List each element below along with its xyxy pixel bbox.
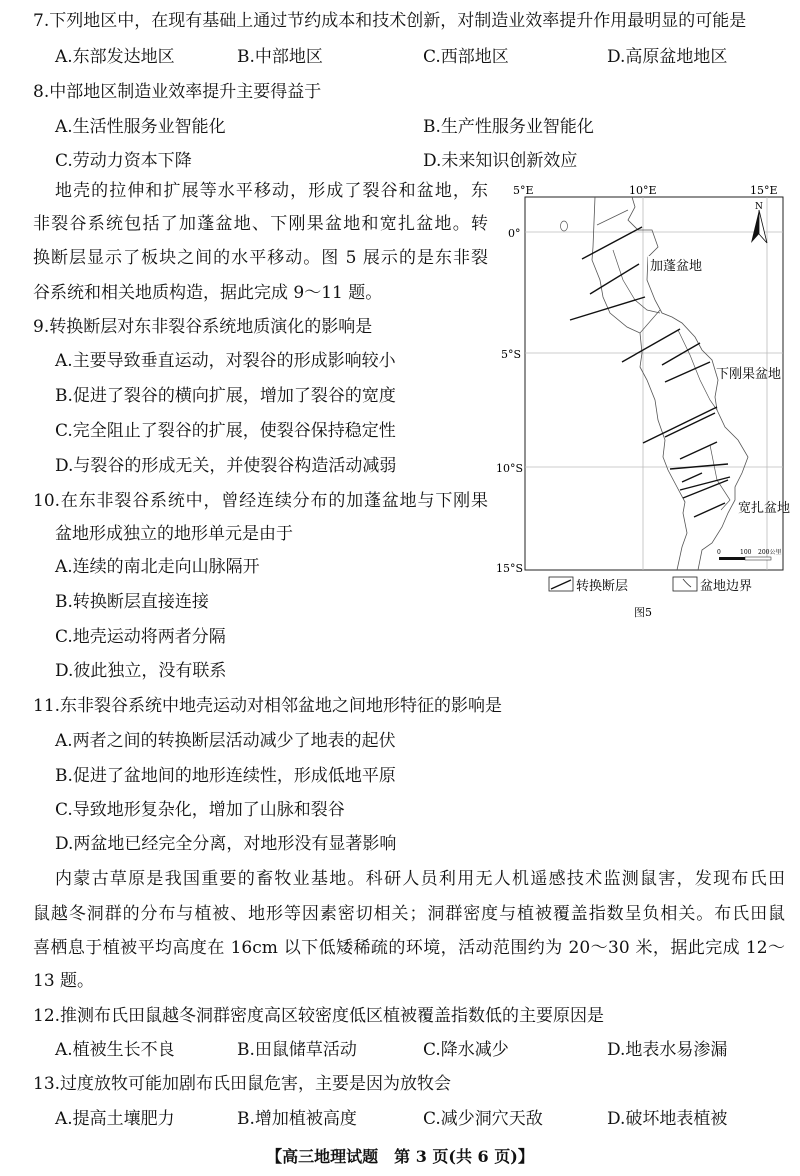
lon-label: 5°E [513, 184, 534, 197]
q9-option-a: A.主要导致垂直运动，对裂谷的形成影响较小 [55, 351, 396, 371]
q7-option-c: C.西部地区 [423, 47, 509, 67]
legend-label: 转换断层 [576, 579, 629, 594]
q7-option-b: B.中部地区 [237, 47, 323, 67]
q13-option-b: B.增加植被高度 [237, 1109, 357, 1129]
legend-label: 盆地边界 [700, 579, 753, 594]
basin-label-lower-congo: 下刚果盆地 [716, 367, 782, 382]
q8-option-d: D.未来知识创新效应 [423, 151, 578, 171]
q13-option-d: D.破坏地表植被 [607, 1109, 728, 1129]
q10-option-c: C.地壳运动将两者分隔 [55, 627, 226, 647]
q7-option-a: A.东部发达地区 [55, 47, 175, 67]
legend-transform-fault-icon [549, 577, 573, 591]
legend-basin-boundary-icon [673, 577, 697, 591]
q8-option-b: B.生产性服务业智能化 [423, 117, 594, 137]
q12-option-b: B.田鼠储草活动 [237, 1040, 357, 1060]
passage1-line: 谷系统和相关地质构造，据此完成 9～11 题。 [33, 283, 383, 303]
scale-bar [719, 557, 771, 560]
q10-option-d: D.彼此独立，没有联系 [55, 661, 227, 681]
q10-stem-cont: 盆地形成独立的地形单元是由于 [55, 524, 293, 544]
q9-option-c: C.完全阻止了裂谷的扩展，使裂谷保持稳定性 [55, 421, 396, 441]
q13-option-a: A.提高土壤肥力 [55, 1109, 175, 1129]
q11-option-b: B.促进了盆地间的地形连续性，形成低地平原 [55, 766, 396, 786]
q12-stem: 12.推测布氏田鼠越冬洞群密度高区较密度低区植被覆盖指数低的主要原因是 [33, 1006, 605, 1026]
passage2-line: 13 题。 [33, 971, 95, 991]
passage1-line: 非裂谷系统包括了加蓬盆地、下刚果盆地和宽扎盆地。转 [33, 214, 488, 234]
scale-label: 100 [740, 549, 752, 556]
passage2-line: 鼠越冬洞群的分布与植被、地形等因素密切相关；洞群密度与植被覆盖指数呈负相关。布氏田鼠 [33, 904, 785, 924]
q12-option-d: D.地表水易渗漏 [607, 1040, 728, 1060]
q9-option-b: B.促进了裂谷的横向扩展，增加了裂谷的宽度 [55, 386, 396, 406]
page-footer: 【高三地理试题 第 3 页(共 6 页)】 [266, 1147, 534, 1166]
basin-label-kwanza: 宽扎盆地 [738, 501, 791, 516]
passage2-line: 喜栖息于植被平均高度在 16cm 以下低矮稀疏的环境，活动范围约为 20～30 米，据此完成 12～ [33, 938, 785, 958]
scale-label: 200公里 [758, 549, 782, 556]
q12-option-a: A.植被生长不良 [55, 1040, 175, 1060]
lon-label: 10°E [629, 184, 657, 197]
q7-stem: 7.下列地区中，在现有基础上通过节约成本和技术创新，对制造业效率提升作用最明显的可能是 [33, 11, 747, 31]
q8-stem: 8.中部地区制造业效率提升主要得益于 [33, 82, 322, 102]
lat-label: 0° [508, 227, 521, 240]
lat-label: 15°S [496, 562, 524, 575]
passage2-line: 内蒙古草原是我国重要的畜牧业基地。科研人员利用无人机遥感技术监测鼠害，发现布氏田 [55, 869, 785, 889]
q12-option-c: C.降水减少 [423, 1040, 509, 1060]
figure-caption: 图5 [634, 606, 652, 619]
q8-option-a: A.生活性服务业智能化 [55, 117, 226, 137]
passage1-line: 地壳的拉伸和扩展等水平移动，形成了裂谷和盆地，东 [55, 181, 488, 201]
q13-option-c: C.减少洞穴天敌 [423, 1109, 543, 1129]
lon-label: 15°E [750, 184, 778, 197]
q13-stem: 13.过度放牧可能加剧布氏田鼠危害，主要是因为放牧会 [33, 1074, 452, 1094]
q9-option-d: D.与裂谷的形成无关，并使裂谷构造活动减弱 [55, 456, 397, 476]
q11-option-d: D.两盆地已经完全分离，对地形没有显著影响 [55, 834, 397, 854]
figure5-rift-map [495, 180, 795, 620]
basin-label-gabon: 加蓬盆地 [650, 259, 703, 274]
q10-option-a: A.连续的南北走向山脉隔开 [55, 557, 260, 577]
q10-option-b: B.转换断层直接连接 [55, 592, 209, 612]
q9-stem: 9.转换断层对东非裂谷系统地质演化的影响是 [33, 317, 373, 337]
lat-label: 5°S [501, 348, 522, 361]
passage1-line: 换断层显示了板块之间的水平移动。图 5 展示的是东非裂 [33, 248, 488, 268]
q11-option-c: C.导致地形复杂化，增加了山脉和裂谷 [55, 800, 345, 820]
q11-stem: 11.东非裂谷系统中地壳运动对相邻盆地之间地形特征的影响是 [33, 696, 503, 716]
north-label: N [755, 202, 763, 212]
q8-option-c: C.劳动力资本下降 [55, 151, 192, 171]
q10-stem: 10.在东非裂谷系统中，曾经连续分布的加蓬盆地与下刚果 [33, 491, 488, 511]
q7-option-d: D.高原盆地地区 [607, 47, 728, 67]
scale-label: 0 [717, 549, 721, 556]
lat-label: 10°S [496, 462, 524, 475]
q11-option-a: A.两者之间的转换断层活动减少了地表的起伏 [55, 731, 396, 751]
